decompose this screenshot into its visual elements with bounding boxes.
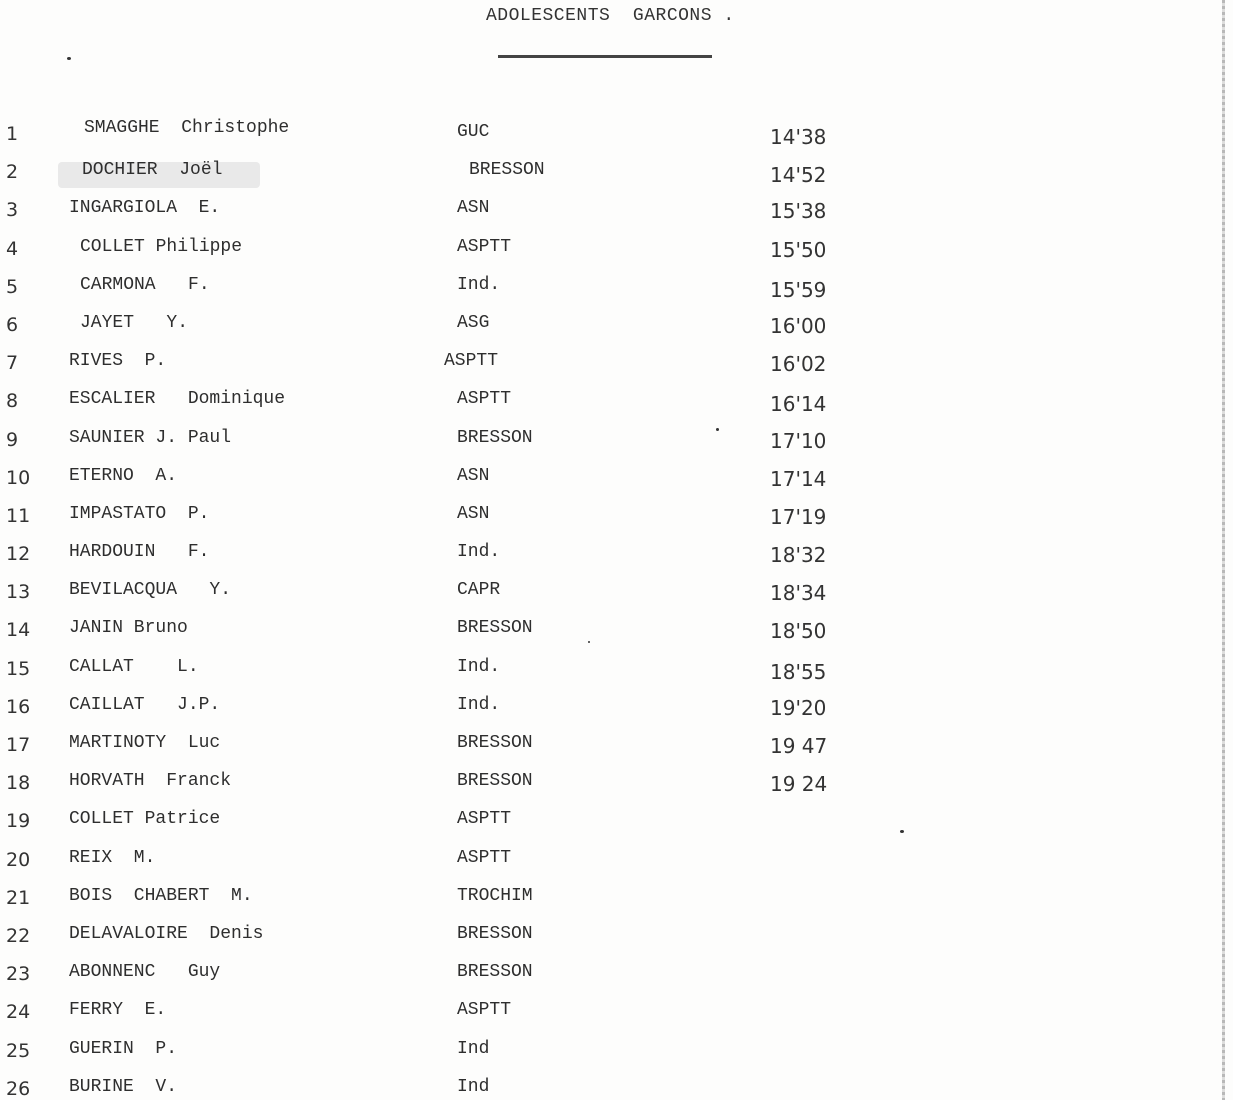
time: 14'38	[770, 125, 827, 149]
result-row	[0, 957, 1233, 995]
runner-name: CALLAT L.	[69, 656, 199, 677]
result-row	[0, 537, 1233, 575]
scan-speck	[67, 57, 71, 60]
result-row	[0, 804, 1233, 842]
result-row	[0, 1034, 1233, 1072]
result-row	[0, 155, 1233, 193]
result-row	[0, 843, 1233, 881]
result-row	[0, 575, 1233, 613]
runner-name: REIX M.	[69, 847, 156, 868]
runner-name: COLLET Patrice	[69, 809, 221, 830]
rank: 21	[6, 886, 31, 909]
runner-name: HORVATH Franck	[69, 771, 232, 792]
time: 19'20	[770, 695, 827, 720]
club: ASN	[457, 465, 490, 486]
result-row	[0, 384, 1233, 422]
rank: 12	[6, 543, 31, 566]
result-row	[0, 728, 1233, 766]
runner-name: COLLET Philippe	[80, 236, 243, 257]
club: BRESSON	[457, 427, 533, 448]
time: 16'14	[770, 392, 827, 417]
runner-name: SAUNIER J. Paul	[69, 427, 232, 448]
time: 19 47	[770, 734, 828, 758]
result-row	[0, 232, 1233, 270]
rank: 19	[6, 810, 31, 833]
club: BRESSON	[457, 618, 533, 639]
result-row	[0, 881, 1233, 919]
rank: 18	[6, 772, 31, 795]
rank: 16	[6, 695, 31, 718]
rank: 23	[6, 963, 31, 986]
rank: 17	[6, 734, 31, 756]
rank: 9	[6, 428, 19, 451]
result-row	[0, 652, 1233, 690]
time: 17'10	[770, 428, 827, 453]
runner-name: BOIS CHABERT M.	[69, 885, 253, 906]
club: Ind.	[457, 274, 501, 295]
time: 19 24	[770, 772, 828, 797]
runner-name: BURINE V.	[69, 1076, 178, 1097]
club: ASPTT	[457, 1000, 512, 1021]
runner-name: BEVILACQUA Y.	[69, 580, 232, 601]
rank: 11	[6, 504, 31, 527]
club: Ind.	[457, 656, 501, 677]
rank: 24	[6, 1001, 31, 1024]
result-row	[0, 270, 1233, 308]
club: Ind.	[457, 694, 501, 715]
rank: 1	[6, 123, 19, 145]
runner-name: JAYET Y.	[80, 312, 189, 333]
club: ASPTT	[457, 389, 512, 410]
runner-name: CAILLAT J.P.	[69, 694, 221, 715]
result-row	[0, 346, 1233, 384]
runner-name: DELAVALOIRE Denis	[69, 923, 264, 944]
club: BRESSON	[457, 771, 533, 792]
club: BRESSON	[469, 160, 545, 181]
result-row	[0, 461, 1233, 499]
runner-name: GUERIN P.	[69, 1038, 178, 1059]
runner-name: ESCALIER Dominique	[69, 389, 286, 410]
rank: 15	[6, 657, 31, 680]
runner-name: ETERNO A.	[69, 465, 178, 486]
runner-name: RIVES P.	[69, 351, 167, 372]
result-row	[0, 766, 1233, 804]
rank: 7	[6, 352, 19, 375]
club: ASPTT	[457, 236, 512, 257]
runner-name: SMAGGHE Christophe	[84, 118, 290, 138]
runner-name: JANIN Bruno	[69, 618, 188, 639]
runner-name: ABONNENC Guy	[69, 962, 221, 983]
result-row	[0, 613, 1233, 651]
rank: 4	[6, 237, 19, 260]
result-row	[0, 308, 1233, 346]
club: BRESSON	[457, 923, 533, 944]
rank: 13	[6, 581, 31, 604]
time: 18'55	[770, 659, 827, 684]
runner-name: MARTINOTY Luc	[69, 733, 221, 753]
club: ASN	[457, 198, 490, 219]
club: ASG	[457, 312, 490, 333]
rank: 20	[6, 848, 31, 871]
runner-name: FERRY E.	[69, 1000, 167, 1021]
runner-name: CARMONA F.	[80, 274, 210, 295]
results-list	[0, 117, 1233, 1110]
time: 14'52	[770, 163, 827, 188]
runner-name: DOCHIER Joël	[82, 160, 223, 181]
time: 15'59	[770, 277, 827, 302]
time: 15'38	[770, 199, 827, 224]
rank: 25	[6, 1039, 31, 1062]
rank: 8	[6, 390, 19, 413]
club: Ind	[457, 1038, 490, 1059]
time: 18'34	[770, 581, 827, 606]
result-row	[0, 690, 1233, 728]
result-row	[0, 995, 1233, 1033]
rank: 6	[6, 313, 19, 336]
time: 18'50	[770, 619, 827, 644]
result-row	[0, 1072, 1233, 1110]
rank: 26	[6, 1077, 31, 1100]
page-title: ADOLESCENTS GARCONS .	[486, 6, 735, 26]
club: BRESSON	[457, 962, 533, 983]
club: ASPTT	[444, 351, 499, 372]
rank: 3	[6, 199, 19, 222]
time: 17'14	[770, 466, 827, 491]
rank: 5	[6, 275, 19, 298]
rank: 22	[6, 924, 31, 947]
rank: 2	[6, 161, 19, 184]
time: 16'02	[770, 352, 827, 377]
club: BRESSON	[457, 733, 533, 753]
time: 15'50	[770, 237, 827, 262]
rank: 14	[6, 619, 31, 642]
result-row	[0, 423, 1233, 461]
result-row	[0, 499, 1233, 537]
title-underline	[498, 55, 712, 58]
club: TROCHIM	[457, 885, 533, 906]
club: Ind.	[457, 542, 501, 563]
club: ASPTT	[457, 847, 512, 868]
club: Ind	[457, 1076, 490, 1097]
time: 17'19	[770, 504, 827, 529]
time: 18'32	[770, 543, 827, 568]
result-row	[0, 193, 1233, 231]
result-row	[0, 117, 1233, 155]
runner-name: INGARGIOLA E.	[69, 198, 221, 219]
runner-name: IMPASTATO P.	[69, 503, 210, 524]
rank: 10	[6, 466, 31, 489]
club: ASPTT	[457, 809, 512, 830]
club: GUC	[457, 122, 490, 142]
runner-name: HARDOUIN F.	[69, 542, 210, 563]
result-row	[0, 919, 1233, 957]
club: ASN	[457, 503, 490, 524]
club: CAPR	[457, 580, 501, 601]
time: 16'00	[770, 313, 827, 338]
